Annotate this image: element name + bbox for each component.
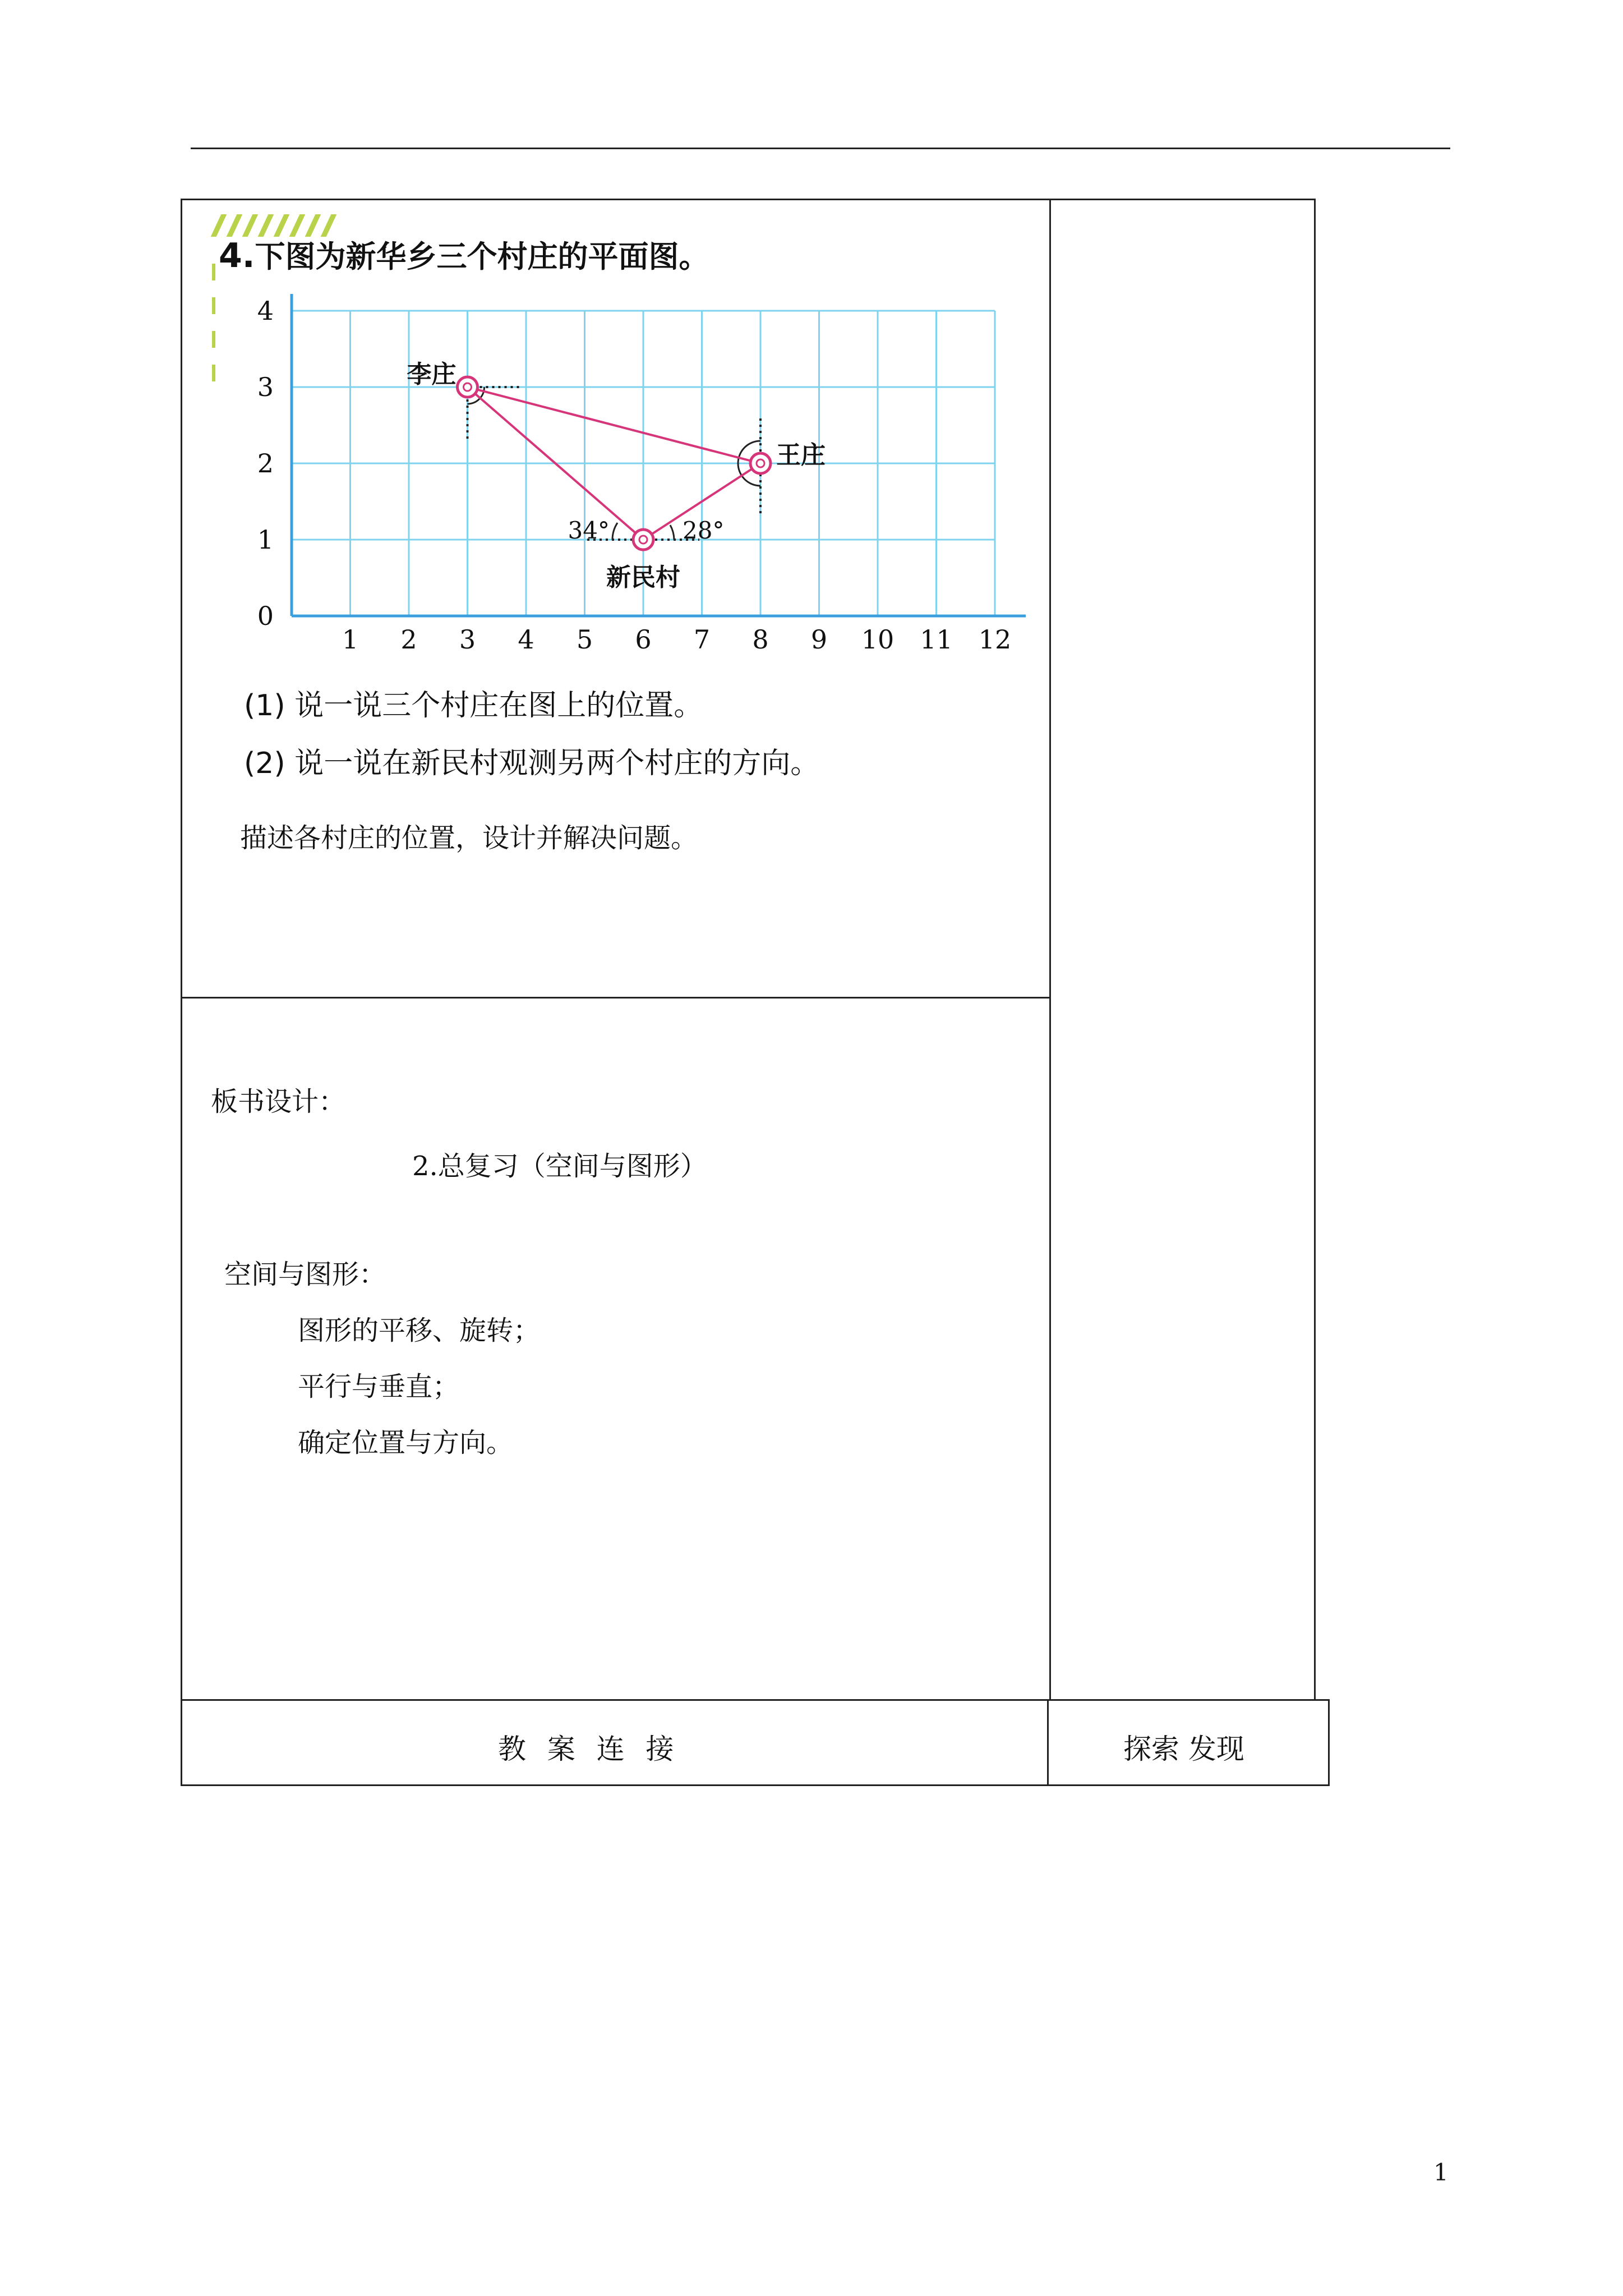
board-title: 板书设计： — [211, 1086, 346, 1117]
angle-arc — [612, 523, 617, 540]
question-1: (1) 说一说三个村庄在图上的位置。 — [244, 689, 703, 723]
y-tick-label: 3 — [257, 372, 274, 402]
y-tick-label: 2 — [257, 448, 274, 478]
x-tick-label: 5 — [576, 624, 593, 655]
x-tick-label: 7 — [693, 624, 711, 655]
village-marker — [750, 453, 771, 473]
x-tick-label: 1 — [342, 624, 359, 655]
village-label: 王庄 — [776, 441, 826, 470]
x-tick-label: 3 — [459, 624, 476, 655]
x-tick-label: 10 — [861, 624, 895, 655]
board-item: 确定位置与方向。 — [298, 1427, 514, 1458]
y-tick-label: 1 — [257, 524, 274, 555]
x-tick-label: 9 — [810, 624, 828, 655]
board-item: 图形的平移、旋转； — [298, 1315, 541, 1346]
x-tick-label: 6 — [635, 624, 652, 655]
x-tick-label: 12 — [978, 624, 1012, 655]
page-number: 1 — [1433, 2159, 1449, 2186]
question-2: (2) 说一说在新民村观测另两个村庄的方向。 — [244, 747, 820, 780]
village-marker — [633, 530, 653, 550]
y-tick-label: 4 — [257, 296, 274, 326]
x-tick-label: 11 — [920, 624, 953, 655]
y-tick-label: 0 — [257, 601, 274, 631]
x-tick-label: 8 — [752, 624, 769, 655]
activity-description: 描述各村庄的位置，设计并解决问题。 — [240, 822, 698, 854]
problem-number: 4. — [219, 236, 255, 275]
x-tick-label: 2 — [400, 624, 417, 655]
village-map-chart — [0, 0, 1623, 673]
board-subtitle: 空间与图形： — [224, 1259, 386, 1290]
board-item: 平行与垂直； — [298, 1371, 460, 1402]
problem-title-text: 下图为新华乡三个村庄的平面图。 — [255, 239, 709, 274]
angle-arc — [670, 525, 674, 540]
footer-lesson-link: 教 案 连 接 — [498, 1733, 675, 1765]
angle-label: 34° — [568, 517, 610, 544]
village-label: 李庄 — [407, 360, 457, 389]
village-marker — [458, 377, 478, 397]
board-heading: 2.总复习（空间与图形） — [412, 1151, 707, 1182]
village-label: 新民村 — [606, 563, 680, 592]
x-tick-label: 4 — [518, 624, 534, 655]
angle-label: 28° — [683, 517, 725, 544]
footer-explore-discover: 探索 发现 — [1123, 1733, 1244, 1765]
